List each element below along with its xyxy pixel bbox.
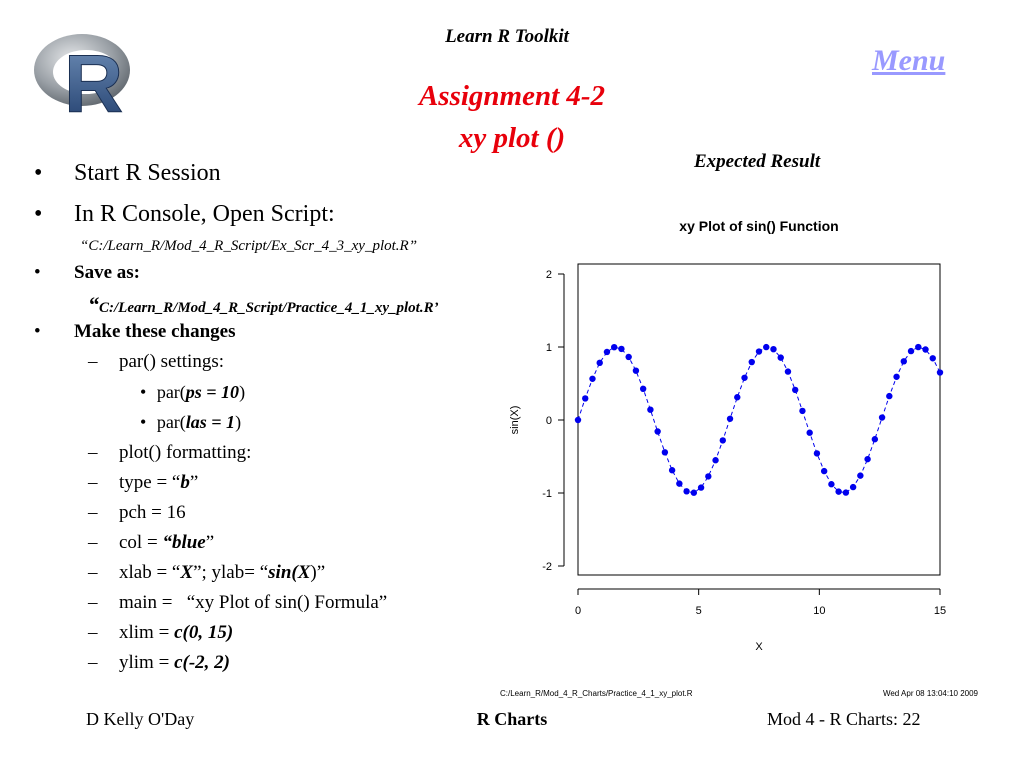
bullet-save-as — [34, 262, 140, 284]
menu-link[interactable]: Menu — [872, 44, 946, 77]
data-point — [611, 344, 617, 350]
type-pre: type = “ — [119, 472, 181, 493]
par-ps-value: ps = 10 — [185, 382, 240, 402]
data-point — [582, 395, 588, 401]
bullet-text: In R Console, Open Script: — [74, 201, 335, 227]
data-point — [835, 488, 841, 494]
data-point — [640, 386, 646, 392]
chart-footnote-path: C:/Learn_R/Mod_4_R_Charts/Practice_4_1_xy_plot.R — [500, 689, 693, 698]
data-point — [850, 484, 856, 490]
data-point — [575, 417, 581, 423]
data-point — [589, 376, 595, 382]
data-point — [691, 490, 697, 496]
y-tick-label: 1 — [545, 342, 552, 354]
bullet-dot: • — [34, 321, 41, 342]
y-tick-label: 2 — [545, 269, 552, 281]
col-post: ” — [205, 532, 215, 553]
data-point — [683, 488, 689, 494]
bullet-open-script — [34, 201, 335, 228]
chart-title: xy Plot of sin() Function — [679, 218, 839, 234]
data-point — [799, 408, 805, 414]
xlim-pre: xlim = — [119, 622, 175, 643]
ylim-value: c(-2, 2) — [174, 652, 230, 673]
type-value: b — [180, 472, 190, 493]
sub-text: main = “xy Plot of sin() Formula” — [119, 592, 388, 613]
y-tick-label: -2 — [542, 561, 552, 573]
par-las-post: ) — [235, 412, 242, 432]
par-las-pre: par( — [156, 412, 186, 432]
data-point — [937, 369, 943, 375]
data-point — [843, 489, 849, 495]
col-pre: col = — [119, 532, 163, 553]
ylim-pre: ylim = — [119, 652, 175, 673]
data-point — [734, 394, 740, 400]
footer-author: D Kelly O'Day — [86, 709, 195, 729]
bullet-dot: • — [34, 201, 43, 227]
save-as-path — [88, 292, 439, 318]
data-point — [770, 346, 776, 352]
par-ps-post: ) — [239, 382, 246, 402]
data-point — [763, 344, 769, 350]
ylab-value: sin(X — [268, 562, 311, 583]
data-point — [712, 457, 718, 463]
bullet-text: Save as: — [74, 262, 140, 283]
data-point — [756, 348, 762, 354]
data-point — [597, 360, 603, 366]
data-point — [633, 367, 639, 373]
data-point — [864, 456, 870, 462]
r-logo-letter: R — [64, 39, 124, 120]
sub-text: pch = 16 — [119, 502, 186, 523]
par-ps-pre: par( — [156, 382, 186, 402]
data-point — [821, 468, 827, 474]
bullet-text: Start R Session — [74, 160, 221, 186]
xlab-value: X — [180, 562, 194, 583]
footer-page-number: Mod 4 - R Charts: 22 — [767, 709, 921, 729]
sub-text: plot() formatting: — [119, 442, 252, 463]
data-point — [792, 387, 798, 393]
data-point — [618, 346, 624, 352]
open-quote: “ — [88, 292, 99, 317]
open-script-path: “C:/Learn_R/Mod_4_R_Script/Ex_Scr_4_3_xy_plot.R” — [80, 238, 418, 254]
sub-text: par() settings: — [119, 351, 225, 372]
x-tick-label: 0 — [574, 605, 582, 617]
data-point — [886, 393, 892, 399]
data-point — [922, 346, 928, 352]
par-las-value: las = 1 — [185, 412, 236, 432]
data-point — [908, 348, 914, 354]
x-tick-label: 10 — [813, 605, 826, 617]
data-point — [778, 354, 784, 360]
data-point — [930, 355, 936, 361]
data-point — [814, 450, 820, 456]
y-tick-label: -1 — [542, 488, 552, 500]
assignment-subtitle: xy plot () — [458, 122, 566, 154]
bullet-text: Make these changes — [74, 321, 236, 342]
data-point — [720, 437, 726, 443]
data-point — [698, 484, 704, 490]
plot-frame — [578, 264, 940, 575]
data-point — [625, 354, 631, 360]
xlab-pre: xlab = “ — [119, 562, 181, 583]
data-point — [741, 375, 747, 381]
xlab-mid: ”; ylab= “ — [193, 562, 269, 583]
data-point — [901, 358, 907, 364]
data-point — [879, 414, 885, 420]
sin-xy-plot — [490, 210, 990, 700]
data-point — [857, 472, 863, 478]
sub2-par-ps: • par(ps = 10) — [140, 382, 246, 402]
save-as-path-text: C:/Learn_R/Mod_4_R_Script/Practice_4_1_xy_plot.R’ — [99, 300, 439, 316]
expected-result-label: Expected Result — [694, 151, 821, 172]
bullet-dot: • — [34, 262, 41, 283]
data-point — [915, 344, 921, 350]
series-line — [578, 347, 940, 493]
assignment-title: Assignment 4-2 — [418, 80, 606, 112]
data-point — [749, 359, 755, 365]
data-point — [647, 406, 653, 412]
y-axis-label: sin(X) — [509, 405, 521, 435]
xlim-value: c(0, 15) — [174, 622, 234, 643]
sub2-par-las: • par(las = 1) — [140, 412, 242, 432]
toolkit-title: Learn R Toolkit — [445, 26, 569, 47]
data-point — [828, 481, 834, 487]
data-point — [676, 480, 682, 486]
data-point — [705, 473, 711, 479]
bullet-dot: • — [34, 160, 43, 186]
data-point — [654, 428, 660, 434]
x-tick-label: 5 — [695, 605, 702, 617]
data-point — [669, 467, 675, 473]
data-point — [604, 349, 610, 355]
ylab-post: )” — [310, 562, 326, 583]
bullet-start-session — [34, 160, 221, 187]
data-point — [727, 416, 733, 422]
bullet-make-changes — [34, 321, 236, 343]
data-point — [893, 374, 899, 380]
data-point — [785, 368, 791, 374]
x-axis-label: X — [755, 641, 763, 653]
data-point — [872, 436, 878, 442]
data-point — [806, 430, 812, 436]
chart-footnote-date: Wed Apr 08 13:04:10 2009 — [882, 689, 978, 698]
y-tick-label: 0 — [545, 415, 552, 427]
col-value: “blue — [162, 532, 206, 553]
x-tick-label: 15 — [933, 605, 947, 617]
type-post: ” — [189, 472, 199, 493]
footer-section-title: R Charts — [476, 709, 548, 729]
data-point — [662, 449, 668, 455]
